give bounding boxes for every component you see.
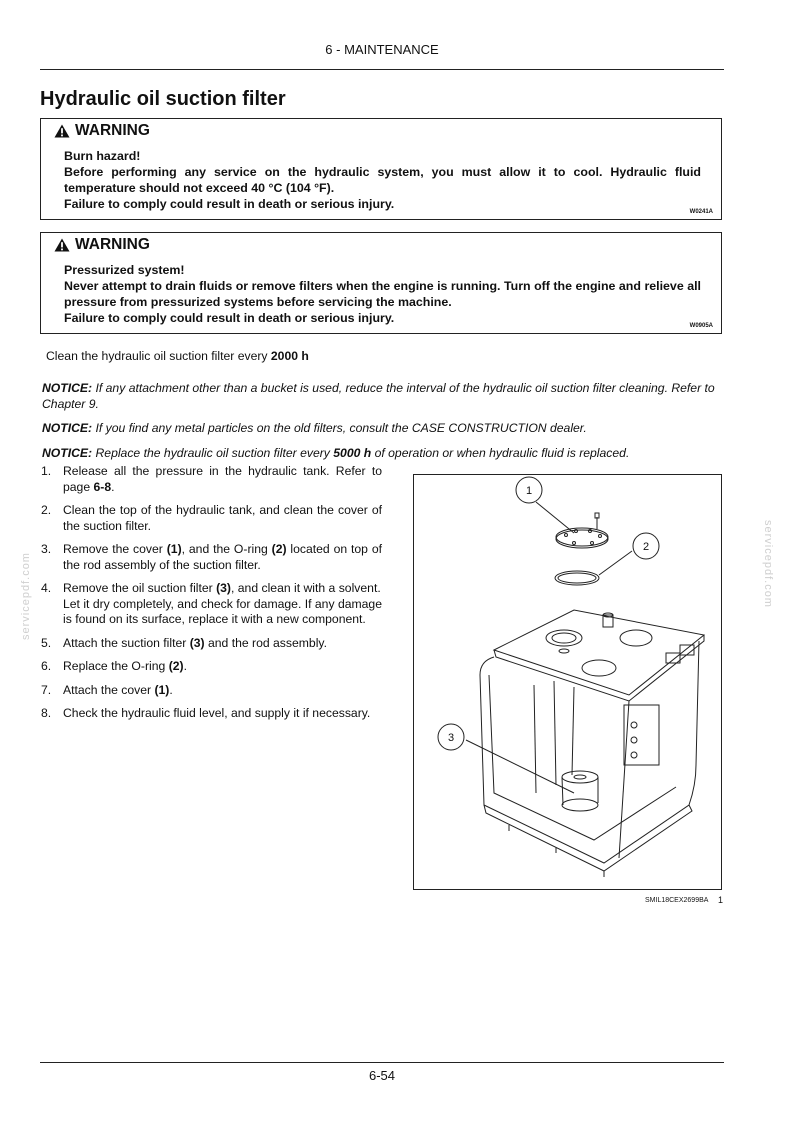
step-8 [41,706,382,722]
notice-attachment [42,380,726,412]
step-6 [41,659,382,675]
step-text: Release all the pressure in the hydraulic tank. Refer to page [63,464,382,494]
section-header: 6 - MAINTENANCE [325,42,439,57]
step-text: . [169,682,173,697]
callout-ref: (1) [166,542,182,556]
step-text: , and clean it with a solvent. [231,581,381,595]
callout-ref: (2) [271,542,287,556]
interval-value: 2000 h [270,349,309,363]
interval-paragraph [46,348,309,364]
figure-number: 1 [718,895,724,905]
step-number: 1. [41,464,52,478]
notice-text: Replace the hydraulic oil suction filter every [92,446,334,460]
warning-body [64,148,701,212]
step-4 [41,581,382,628]
notice-text: If any attachment other than a bucket is used, reduce the interval of the hydraulic oil suction filter cleaning. Refer to Chapter 9. [42,381,715,411]
step-text: located on top of the rod assembly of the suction filter. [63,542,382,572]
figure-code: SMIL18CEX2699BA [645,897,709,904]
header-rule [40,69,724,70]
step-3 [41,542,382,573]
figure-frame [413,474,722,890]
step-5 [41,636,382,652]
step-subtext: Let it dry completely, and check for damage. If any damage is found on its surface, replace it with a new component. [63,596,382,626]
callout-3-label: 3 [447,732,455,744]
hydraulic-tank-illustration [414,475,721,889]
notice-interval: 5000 h [333,446,372,460]
warning-consequence: Failure to comply could result in death or serious injury. [64,311,395,325]
callout-ref: (2) [168,659,184,673]
warning-heading-text: WARNING [75,236,150,253]
watermark-right: servicepdf.com [762,520,774,608]
step-number: 2. [41,503,52,517]
notice-label: NOTICE: [42,381,93,395]
notice-text: If you find any metal particles on the old filters, consult the CASE CONSTRUCTION dealer. [92,421,587,435]
step-text: Remove the oil suction filter [63,581,217,595]
step-text: Check the hydraulic fluid level, and supply it if necessary. [63,706,371,720]
step-number: 3. [41,542,52,556]
step-number: 7. [41,682,52,697]
warning-consequence: Failure to comply could result in death or serious injury. [64,197,395,211]
step-text: , and the O-ring [181,542,272,556]
warning-box-burn [40,118,722,220]
page-title: Hydraulic oil suction filter [40,88,286,110]
step-text: Attach the cover [63,682,155,697]
warning-heading-text: WARNING [75,122,150,139]
page-number: 6-54 [368,1068,396,1083]
step-text: Remove the cover [63,542,167,556]
step-text: Replace the O-ring [63,659,169,673]
notice-replace-interval [42,445,726,461]
step-2 [41,503,382,534]
step-number: 8. [41,706,52,720]
warning-text: Never attempt to drain fluids or remove filters when the engine is running. Turn off the engine and relieve all pressure from pressurized systems before servicing the machine. [64,279,701,309]
warning-triangle-icon [54,238,70,252]
notice-metal-particles [42,420,726,436]
warning-text: Before performing any service on the hydraulic system, you must allow it to cool. Hydraulic fluid temperature should not exceed 40 °C (104 °F). [64,165,701,195]
warning-body [64,262,701,326]
warning-subtitle: Pressurized system! [64,263,185,277]
step-text: Clean the top of the hydraulic tank, and clean the cover of the suction filter. [63,503,382,533]
notice-text: of operation or when hydraulic fluid is replaced. [371,446,630,460]
step-number: 4. [41,581,52,595]
interval-text: Clean the hydraulic oil suction filter every [46,349,271,363]
callout-ref: (1) [154,682,170,697]
callout-ref: (3) [189,635,205,650]
step-text: . [111,479,115,494]
warning-code: W0241A [689,209,713,215]
step-text: and the rod assembly. [204,635,327,650]
step-text: . [183,659,187,673]
warning-code: W0905A [689,323,713,329]
warning-triangle-icon [54,124,70,138]
watermark-left: servicepdf.com [20,552,32,640]
notice-label: NOTICE: [42,446,93,460]
warning-box-pressure [40,232,722,334]
callout-1-label: 1 [525,485,533,497]
warning-subtitle: Burn hazard! [64,149,141,163]
warning-heading [54,236,150,254]
step-number: 6. [41,659,52,673]
notice-label: NOTICE: [42,421,93,435]
procedure-steps [41,464,382,730]
page-reference: 6-8 [93,479,112,494]
step-number: 5. [41,635,52,650]
step-1 [41,464,382,495]
callout-2-label: 2 [642,541,650,553]
warning-heading [54,122,150,140]
step-text: Attach the suction filter [63,635,190,650]
step-7 [41,683,382,699]
callout-ref: (3) [216,581,231,595]
footer-rule [40,1062,724,1063]
